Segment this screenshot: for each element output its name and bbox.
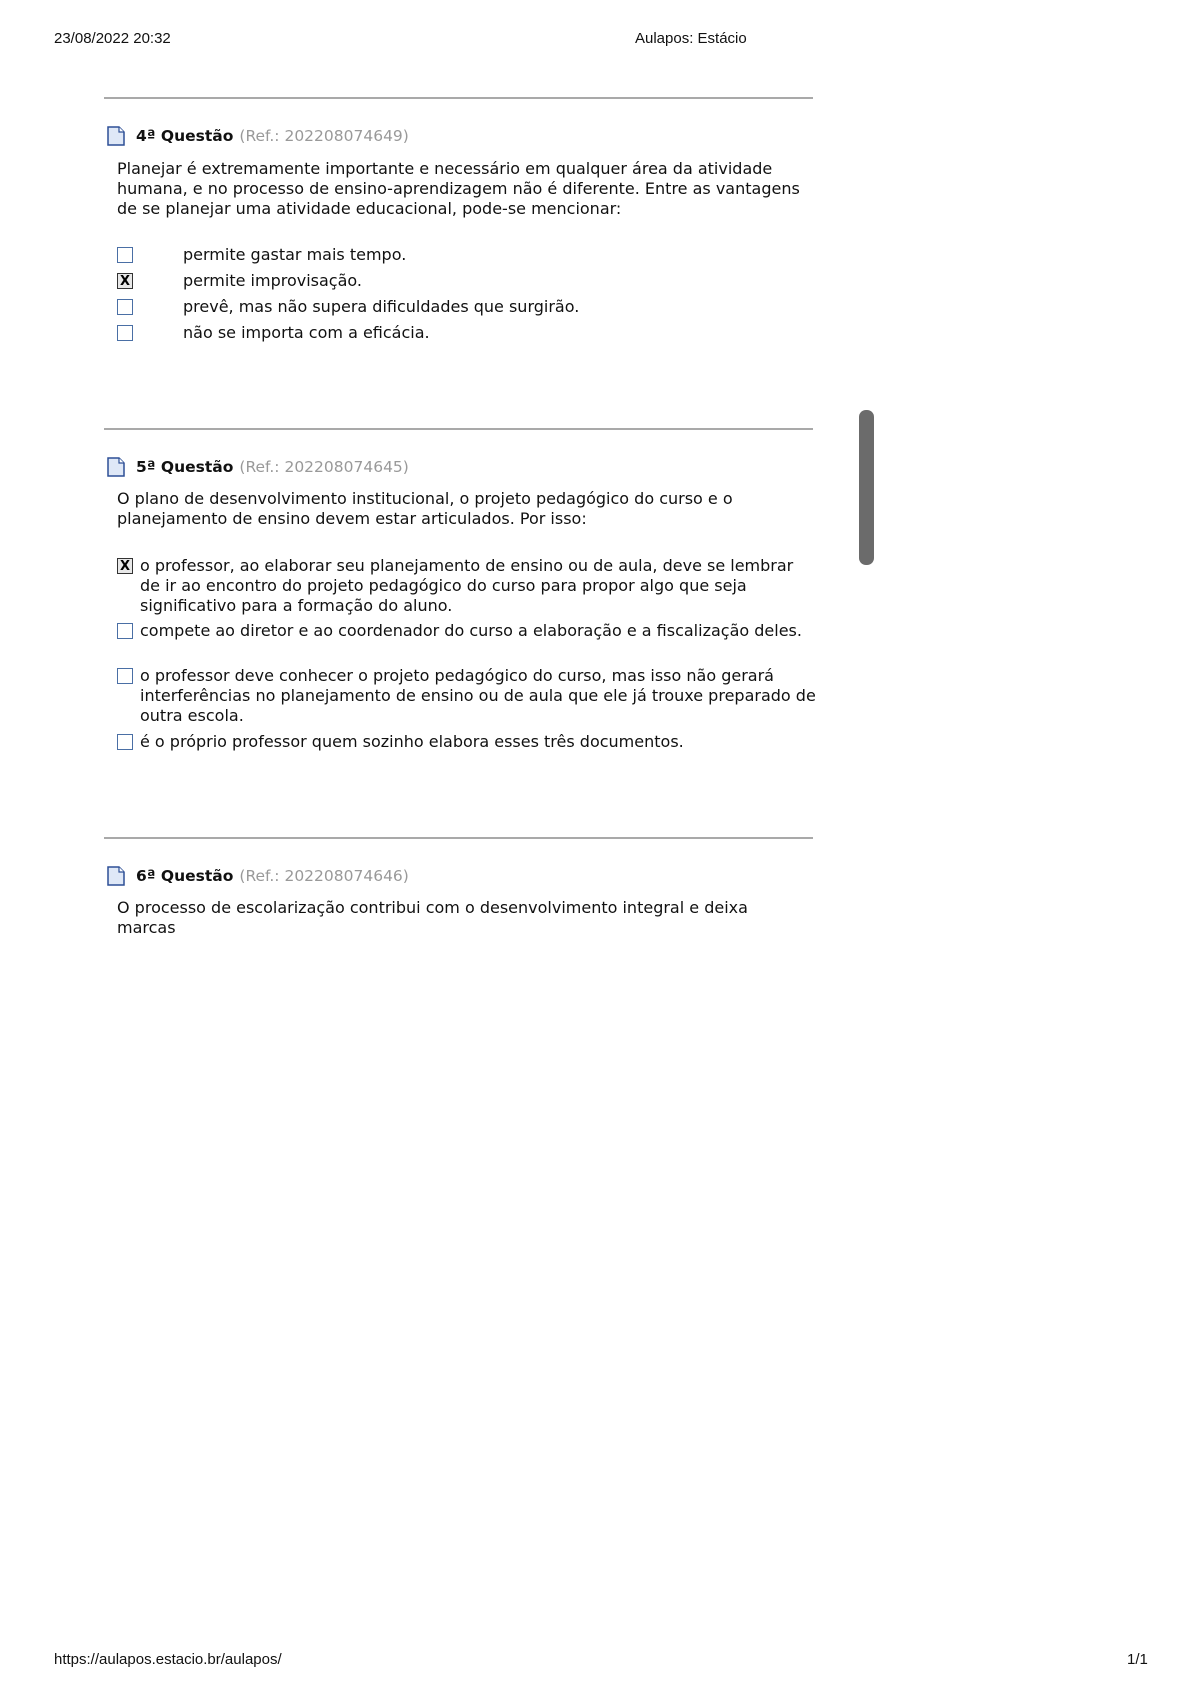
checkbox[interactable] <box>117 299 133 315</box>
question-title: 6ª Questão <box>136 867 234 885</box>
question-text: O plano de desenvolvimento institucional, o projeto pedagógico do curso e o planejamento de ensino devem estar articulados. Por isso: <box>117 489 733 528</box>
question-ref: (Ref.: 202208074645) <box>239 458 409 476</box>
scrollbar-thumb[interactable] <box>859 410 874 565</box>
question-4-header <box>107 125 409 147</box>
checkbox[interactable] <box>117 325 133 341</box>
question-5-header <box>107 456 409 478</box>
print-title: Aulapos: Estácio <box>635 30 747 47</box>
option[interactable] <box>117 245 406 265</box>
checkbox-checked[interactable]: X <box>117 558 133 574</box>
document-icon <box>107 457 125 477</box>
question-text: O processo de escolarização contribui com o desenvolvimento integral e deixa marcas <box>117 898 748 937</box>
option-label: prevê, mas não supera dificuldades que surgirão. <box>183 297 580 316</box>
checkbox[interactable] <box>117 247 133 263</box>
option-label: o professor, ao elaborar seu planejamento de ensino ou de aula, deve se lembrar de ir ao encontro do projeto pedagógico do curso para propor algo que seja significativo para a formação do aluno. <box>140 556 794 615</box>
divider <box>104 97 813 99</box>
question-title: 5ª Questão <box>136 458 234 476</box>
question-6-header <box>107 865 409 887</box>
question-text: Planejar é extremamente importante e necessário em qualquer área da atividade humana, e no processo de ensino-aprendizagem não é diferente. Entre as vantagens de se planejar uma atividade educacional, pode-se mencionar: <box>117 159 800 218</box>
question-title: 4ª Questão <box>136 127 234 145</box>
question-ref: (Ref.: 202208074646) <box>239 867 409 885</box>
option[interactable] <box>117 297 579 317</box>
option-label: o professor deve conhecer o projeto pedagógico do curso, mas isso não gerará interferências no planejamento de ensino ou de aula que ele já trouxe preparado de outra escola. <box>140 666 816 725</box>
option[interactable] <box>117 621 807 641</box>
checkbox[interactable] <box>117 623 133 639</box>
option[interactable] <box>117 323 430 343</box>
checkbox[interactable] <box>117 668 133 684</box>
option[interactable] <box>117 271 362 291</box>
option[interactable] <box>117 732 817 752</box>
print-url: https://aulapos.estacio.br/aulapos/ <box>54 1651 282 1668</box>
document-icon <box>107 866 125 886</box>
option[interactable] <box>117 666 817 726</box>
divider <box>104 837 813 839</box>
option-label: não se importa com a eficácia. <box>183 323 430 342</box>
checkbox[interactable] <box>117 734 133 750</box>
divider <box>104 428 813 430</box>
option-label: é o próprio professor quem sozinho elabora esses três documentos. <box>140 732 684 751</box>
option[interactable] <box>117 556 807 616</box>
option-label: permite gastar mais tempo. <box>183 245 407 264</box>
option-label: permite improvisação. <box>183 271 362 290</box>
option-label: compete ao diretor e ao coordenador do curso a elaboração e a fiscalização deles. <box>140 621 802 640</box>
page-number: 1/1 <box>1127 1651 1148 1668</box>
print-datetime: 23/08/2022 20:32 <box>54 30 171 47</box>
document-icon <box>107 126 125 146</box>
checkbox-checked[interactable]: X <box>117 273 133 289</box>
question-ref: (Ref.: 202208074649) <box>239 127 409 145</box>
